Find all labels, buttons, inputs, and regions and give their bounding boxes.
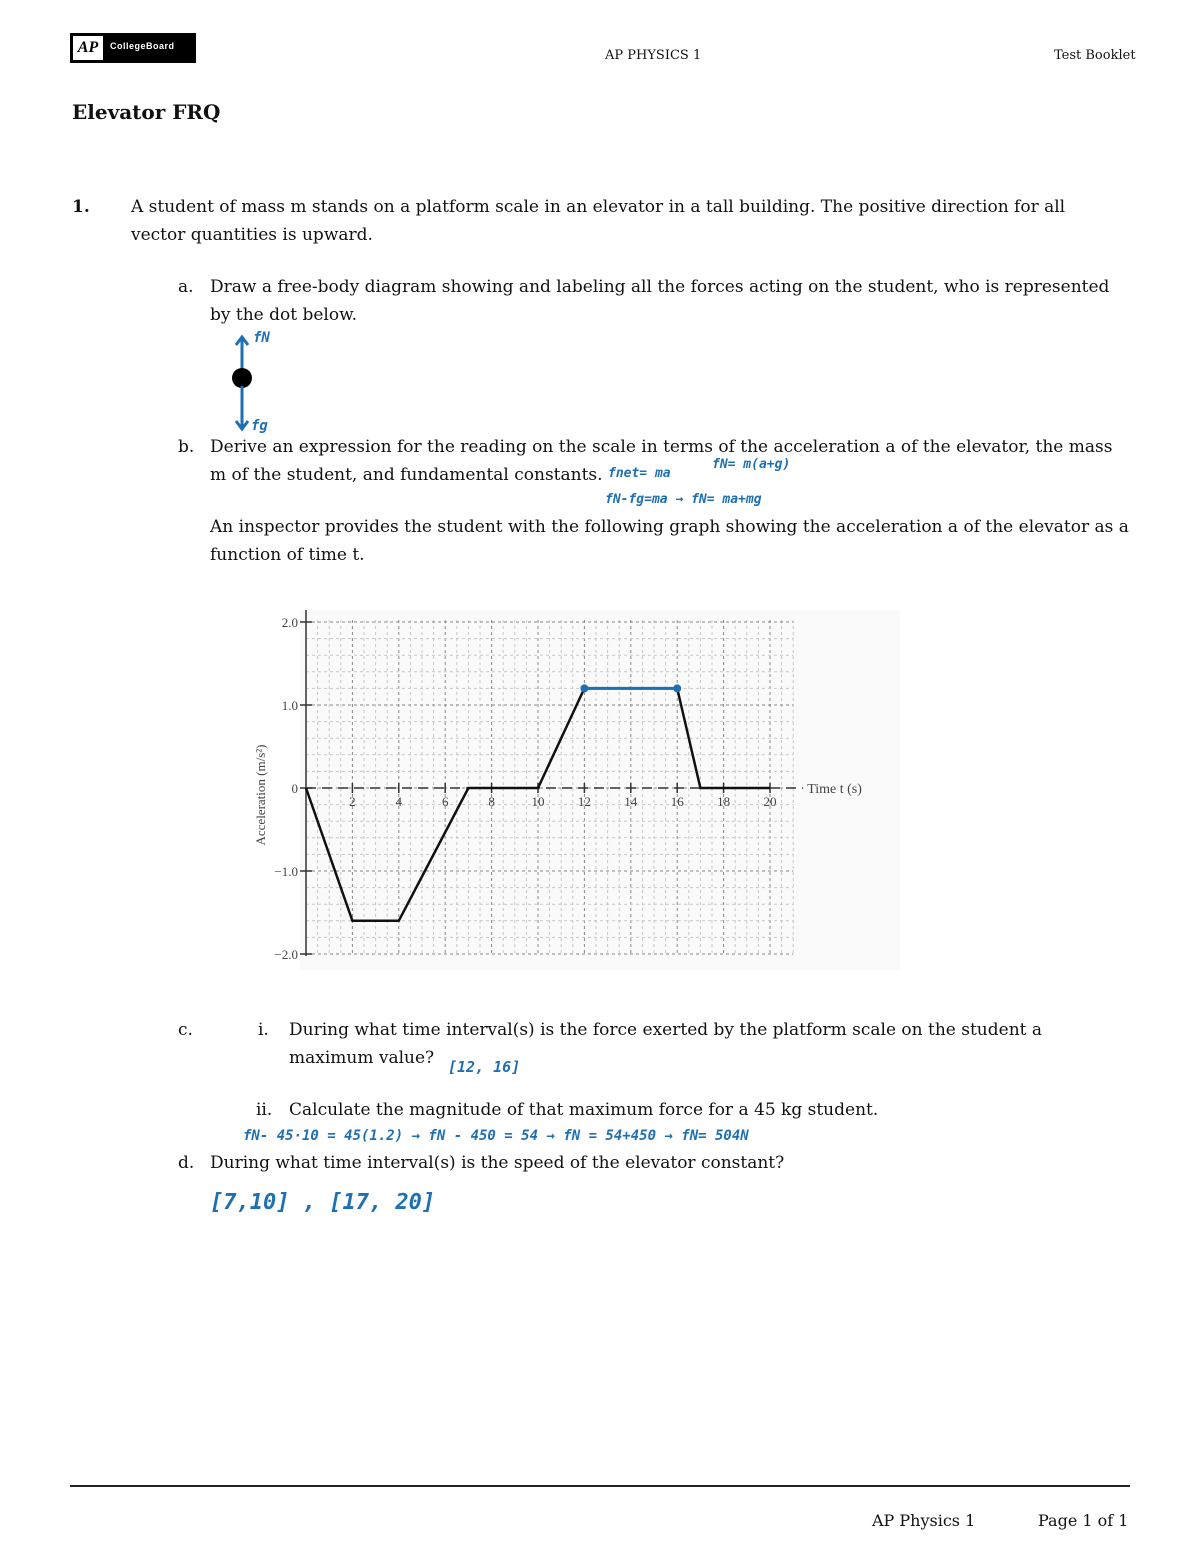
hand-label-normal: fN (253, 330, 270, 346)
x-axis-label: Time t (s) (807, 782, 862, 797)
part-c-label: c. (178, 1020, 193, 1040)
part-b-line2: m of the student, and fundamental constants. (210, 465, 603, 485)
hand-answer-d: [7,10] , [17, 20] (210, 1190, 436, 1215)
footer-course: AP Physics 1 (872, 1511, 976, 1530)
x-tick-label: 16 (670, 794, 684, 809)
x-tick-label: 10 (531, 794, 545, 809)
y-axis-label: Acceleration (m/s²) (253, 744, 268, 846)
hand-derivation: fN-fg=ma → fN= ma+mg (605, 492, 762, 507)
hand-answer-c-ii: fN- 45·10 = 45(1.2) → fN - 450 = 54 → fN = 54+450 → fN= 504N (243, 1128, 749, 1144)
hand-answer-c-i: [12, 16] (448, 1058, 521, 1076)
inspector-line1: An inspector provides the student with the following graph showing the acceleration a of the elevator as a (210, 517, 1129, 537)
acceleration-time-chart (240, 595, 920, 975)
x-tick-label: 4 (395, 794, 403, 809)
footer-page: Page 1 of 1 (1038, 1511, 1129, 1530)
highlight-point (580, 684, 588, 692)
header-booklet: Test Booklet (1054, 48, 1136, 63)
y-tick-label: 1.0 (281, 698, 298, 713)
part-b-line1: Derive an expression for the reading on the scale in terms of the acceleration a of the elevator, the mass (210, 437, 1113, 457)
part-c-i-line2: maximum value? (289, 1048, 435, 1068)
part-d-label: d. (178, 1153, 195, 1173)
hand-normal-expression: fN= m(a+g) (712, 457, 791, 472)
header-subject: AP PHYSICS 1 (605, 48, 702, 63)
x-tick-label: 14 (624, 794, 638, 809)
question-text-line2: vector quantities is upward. (131, 225, 373, 245)
x-tick-label: 20 (763, 794, 777, 809)
part-a-label: a. (178, 277, 194, 297)
y-tick-label: −2.0 (274, 947, 298, 962)
question-text-line1: A student of mass m stands on a platform scale in an elevator in a tall building. The positive direction for all (131, 197, 1066, 217)
hand-label-gravity: fg (251, 418, 268, 434)
hand-net-force: fnet= ma (608, 466, 671, 481)
x-tick-label: 12 (577, 794, 591, 809)
part-c-ii-line1: Calculate the magnitude of that maximum force for a 45 kg student. (289, 1100, 879, 1120)
footer-rule (70, 1485, 1130, 1487)
logo-collegeboard: CollegeBoard (110, 41, 175, 51)
highlight-point (673, 684, 681, 692)
part-c-ii-label: ii. (256, 1100, 273, 1120)
y-tick-label: 0 (291, 781, 298, 796)
x-tick-label: 18 (717, 794, 731, 809)
y-tick-label: 2.0 (281, 615, 298, 630)
student-dot (232, 368, 252, 388)
part-b-label: b. (178, 437, 195, 457)
ap-collegeboard-logo (70, 33, 196, 63)
logo-ap: AP (73, 36, 103, 60)
part-a-line1: Draw a free-body diagram showing and labeling all the forces acting on the student, who is represented (210, 277, 1110, 297)
part-c-i-label: i. (258, 1020, 269, 1040)
part-a-line2: by the dot below. (210, 305, 358, 325)
part-d-line1: During what time interval(s) is the speed of the elevator constant? (210, 1153, 785, 1173)
x-tick-label: 6 (441, 794, 449, 809)
y-tick-label: −1.0 (274, 864, 298, 879)
question-number: 1. (72, 197, 90, 217)
inspector-line2: function of time t. (210, 545, 365, 565)
x-tick-label: 2 (349, 794, 356, 809)
page-title: Elevator FRQ (72, 100, 221, 124)
x-tick-label: 8 (488, 794, 495, 809)
part-c-i-line1: During what time interval(s) is the force exerted by the platform scale on the student a (289, 1020, 1043, 1040)
